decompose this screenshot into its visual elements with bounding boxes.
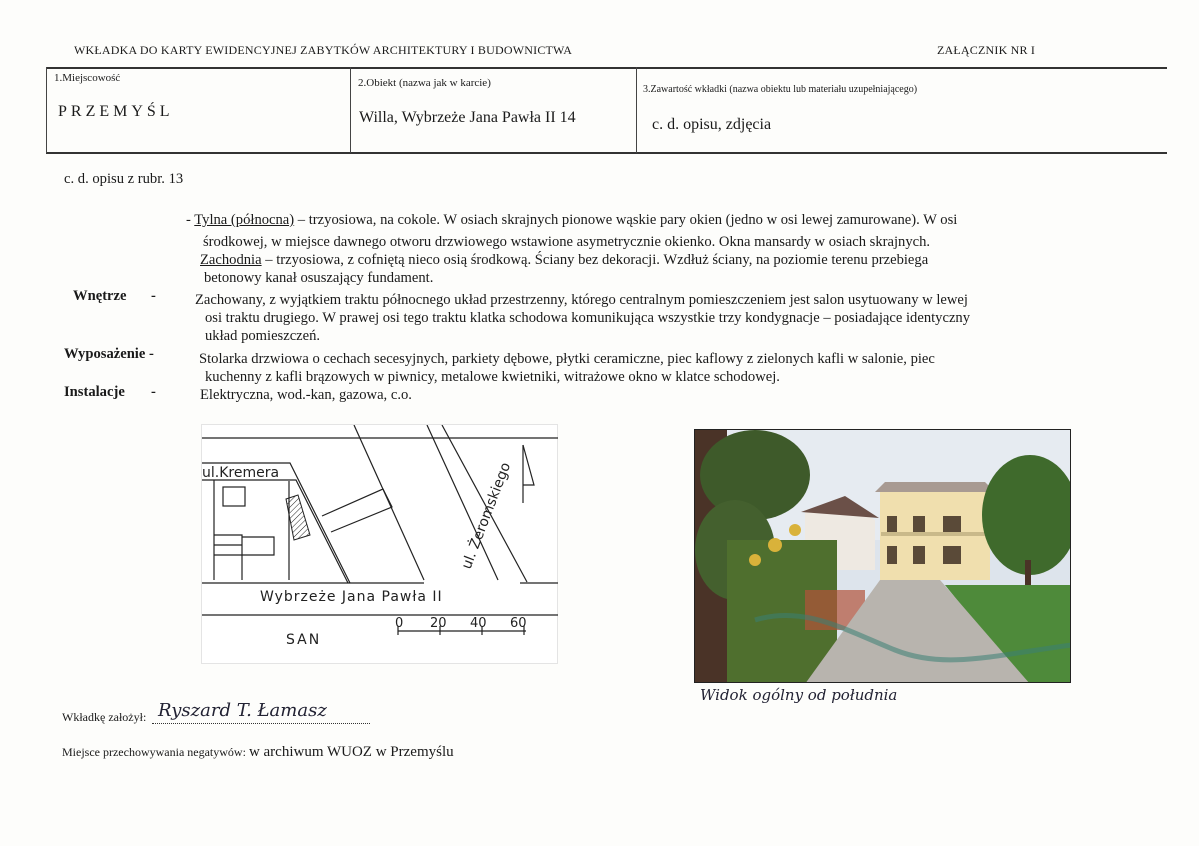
- map-outbuilding: [223, 487, 245, 506]
- zachodnia-heading: Zachodnia: [200, 252, 262, 268]
- zalozyl-signature: Ryszard T. Łamasz: [158, 700, 327, 721]
- zalozyl-label: Wkładkę założył:: [62, 710, 147, 724]
- map-label-river: SAN: [286, 632, 322, 648]
- tylna-dash: -: [186, 212, 191, 228]
- zachodnia-line-1: [200, 252, 928, 270]
- wnetrze-dash: -: [151, 288, 156, 304]
- zachodnia-text-1: – trzyosiowa, z cofniętą nieco osią środkową. Ściany bez dekoracji. Wzdłuż ściany, na poziomie terenu przebiega: [261, 252, 929, 268]
- map-scale-label-20: 20: [430, 616, 447, 631]
- table-divider-1: [350, 67, 351, 153]
- obiekt-label: 2.Obiekt (nazwa jak w karcie): [358, 77, 491, 89]
- instalacje-dash: -: [151, 384, 156, 400]
- instalacje-label: Instalacje: [64, 384, 125, 400]
- tylna-line-2: środkowej, w miejsce dawnego otworu drzwiowego wstawione asymetrycznie okienko. Okna mansardy w osiach skrajnych.: [203, 234, 931, 250]
- map-north-arrow-head: [523, 445, 534, 485]
- map-kremera-street-edge: [202, 463, 350, 583]
- map-neighbour-plot: [322, 489, 392, 532]
- document-title: WKŁADKA DO KARTY EWIDENCYJNEJ ZABYTKÓW ARCHITEKTURY I BUDOWNICTWA: [74, 43, 573, 57]
- site-map: [201, 424, 558, 664]
- attachment-number: ZAŁĄCZNIK NR I: [937, 43, 1036, 57]
- wyposazenie-label: Wyposażenie -: [64, 346, 154, 362]
- villa-photo-drawing: [695, 430, 1071, 683]
- wnetrze-line-3: układ pomieszczeń.: [205, 328, 321, 344]
- map-zeromskiego-left: [354, 425, 424, 580]
- zawartosc-value: c. d. opisu, zdjęcia: [652, 116, 772, 133]
- tylna-line-1: [186, 212, 957, 230]
- negatywy-value: w archiwum WUOZ w Przemyślu: [248, 744, 454, 760]
- map-scale-label-40: 40: [470, 616, 487, 631]
- signature-line: [152, 723, 370, 724]
- zawartosc-label: 3.Zawartość wkładki (nazwa obiektu lub materiału uzupełniającego): [643, 84, 918, 95]
- negatywy-label: Miejsce przechowywania negatywów:: [62, 745, 246, 759]
- table-bottom-rule: [46, 152, 1167, 154]
- table-divider-2: [636, 67, 637, 153]
- site-map-drawing: [202, 425, 559, 665]
- instalacje-value: Elektryczna, wod.-kan, gazowa, c.o.: [200, 387, 412, 403]
- map-label-wybrzeze: Wybrzeże Jana Pawła II: [260, 589, 443, 605]
- negatywy-line: [62, 744, 454, 761]
- wyposazenie-line-2: kuchenny z kafli brązowych w piwnicy, metalowe kwietniki, witrażowe okno w klatce schodowej.: [205, 369, 780, 385]
- zachodnia-line-2: betonowy kanał osuszający fundament.: [204, 270, 434, 286]
- photo-caption: Widok ogólny od południa: [700, 686, 898, 704]
- wyposazenie-line-1: Stolarka drzwiowa o cechach secesyjnych, parkiety dębowe, płytki ceramiczne, piec kaflowy z zielonych kafli w salonie, piec: [199, 351, 935, 367]
- villa-photo: [694, 429, 1071, 683]
- map-block-sw: [214, 555, 242, 580]
- tylna-heading: Tylna (północna): [194, 212, 295, 228]
- miejscowosc-value: PRZEMYŚL: [58, 103, 174, 120]
- wnetrze-line-1: Zachowany, z wyjątkiem traktu północnego układ przestrzenny, którego centralnym pomieszczeniem jest salon usytuowany w lewej: [195, 292, 968, 308]
- table-top-rule: [46, 67, 1167, 69]
- map-scale-label-0: 0: [395, 616, 404, 631]
- map-label-zeromskiego: ul. Żeromskiego: [458, 460, 515, 572]
- map-scale-label-60: 60: [510, 616, 527, 631]
- obiekt-value: Willa, Wybrzeże Jana Pawła II 14: [359, 109, 576, 126]
- continuation-note: c. d. opisu z rubr. 13: [64, 171, 184, 187]
- miejscowosc-label: 1.Miejscowość: [54, 72, 121, 84]
- map-label-kremera: ul.Kremera: [202, 465, 280, 481]
- table-left-border: [46, 67, 47, 153]
- map-kremera-edge: [202, 480, 348, 583]
- wnetrze-line-2: osi traktu drugiego. W prawej osi tego traktu klatka schodowa komunikująca wszystkie trzy kondygnacje – posiadające identyczny: [205, 310, 971, 326]
- tylna-text-1: – trzyosiowa, na cokole. W osiach skrajnych pionowe wąskie pary okien (jedno w osi lewej zamurowane). W osi: [294, 212, 958, 228]
- wnetrze-label: Wnętrze: [73, 288, 127, 304]
